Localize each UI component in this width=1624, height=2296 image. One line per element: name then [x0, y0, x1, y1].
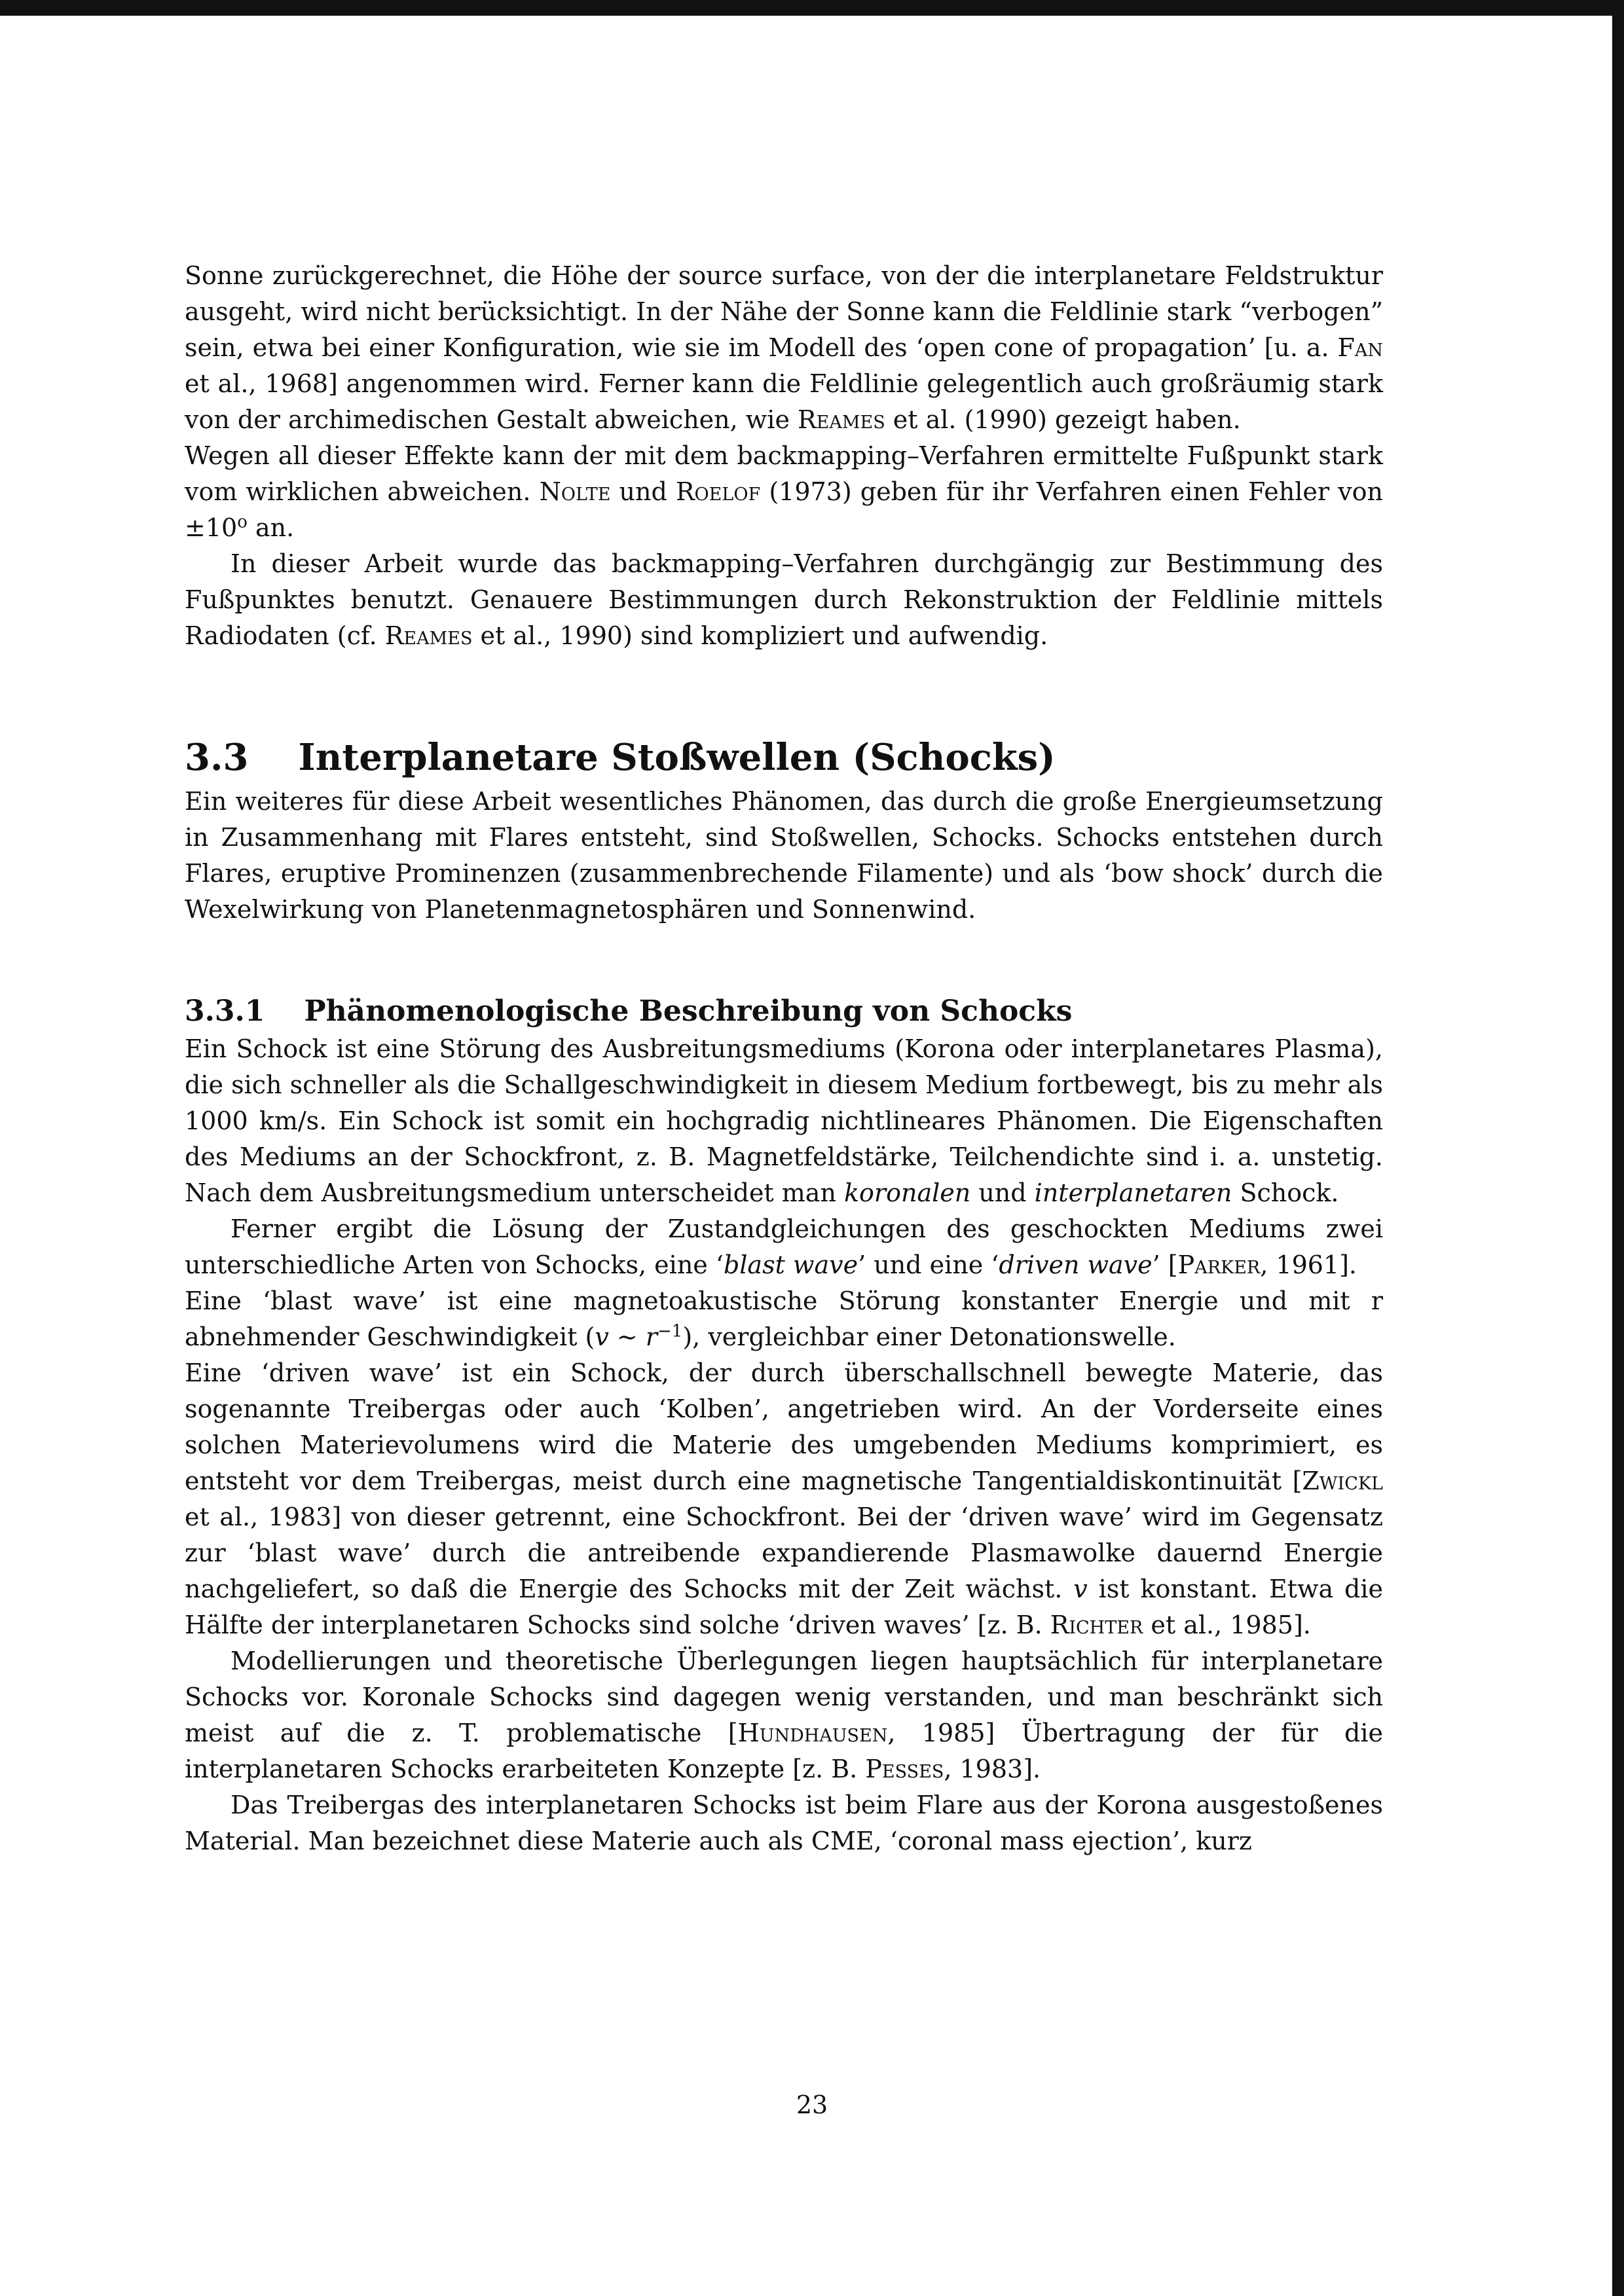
paragraph-models [185, 1643, 1383, 1787]
text-fragment: an. [247, 513, 295, 542]
text-fragment: Eine ‘blast wave’ ist eine magnetoakustische Störung konstanter Energie und mit r abnehmender Geschwindigkeit ( [185, 1286, 1383, 1351]
text-fragment: und [970, 1178, 1035, 1207]
section-title: Interplanetare Stoßwellen (Schocks) [298, 736, 1056, 779]
text-fragment: Ein Schock ist eine Störung des Ausbreitungsmediums (Korona oder interplanetares Plasma), die sich schneller als die Schallgeschwindigkeit in diesem Medium fortbewegt, bis zu mehr als 1000 km/s. Ein Schock ist somit ein hochgradig nichtlineares Phänomen. Die Eigenschaften des Mediums an der Schockfront, z. B. Magnetfeldstärke, Teilchendichte sind i. a. unstetig. Nach dem Ausbreitungsmedium unterscheidet man [185, 1034, 1383, 1207]
author-name: Fan [1337, 333, 1383, 362]
emphasis: driven wave [999, 1250, 1153, 1279]
author-name: Parker [1177, 1250, 1261, 1279]
author-name: Hundhausen [737, 1719, 888, 1747]
page-body [185, 258, 1383, 1859]
text-fragment: Wegen all dieser Effekte kann der mit dem backmapping–Verfahren ermittelte Fußpunkt stark vom wirklichen abweichen. [185, 441, 1383, 506]
author-name: Nolte [539, 477, 611, 506]
text-fragment: ’ und eine ‘ [858, 1250, 999, 1279]
text-fragment: , 1985] Übertragung der für die interplanetaren Schocks erarbeiteten Konzepte [z. B. [185, 1719, 1383, 1783]
subsection-title: Phänomenologische Beschreibung von Schocks [304, 994, 1073, 1028]
page-number: 23 [796, 2090, 828, 2119]
subsection-heading-3-3-1 [185, 992, 1383, 1031]
math-exponent: −1 [657, 1321, 683, 1341]
subsection-number: 3.3.1 [185, 994, 265, 1028]
text-fragment: ist konstant. Etwa die Hälfte der interplanetaren Schocks sind solche ‘driven waves’ [z. B. [185, 1575, 1383, 1639]
text-fragment: Sonne zurückgerechnet, die Höhe der source surface, von der die interplanetare Feldstruktur ausgeht, wird nicht berücksichtigt. In der Nähe der Sonne kann die Feldlinie stark “verbogen” sein, etwa bei einer Konfiguration, wie sie im Modell des ‘open cone of propagation’ [u. a. [185, 261, 1383, 362]
emphasis: koronalen [844, 1178, 971, 1207]
author-name: Roelof [675, 477, 761, 506]
scan-border-top [0, 0, 1624, 16]
section-number: 3.3 [185, 736, 249, 779]
text-fragment: et al. (1990) gezeigt haben. [885, 405, 1241, 434]
text-fragment: et al., 1985]. [1143, 1611, 1311, 1639]
degree-superscript: o [237, 512, 248, 532]
paragraph-wave-types [185, 1211, 1383, 1643]
math-operator: ∼ [608, 1322, 646, 1351]
text-fragment: ), vergleichbar einer Detonationswelle. [682, 1322, 1176, 1351]
author-name: Reames [384, 621, 473, 650]
section-heading-3-3 [185, 731, 1383, 784]
emphasis: blast wave [723, 1250, 858, 1279]
paragraph-shock-intro: Ein weiteres für diese Arbeit wesentliches Phänomen, das durch die große Energieumsetzung in Zusammenhang mit Flares entsteht, sind Stoßwellen, Schocks. Schocks entstehen durch Flares, eruptive Prominenzen (zusammenbrechende Filamente) und als ‘bow shock’ durch die Wexelwirkung von Planetenmagnetosphären und Sonnenwind. [185, 787, 1383, 924]
author-name: Pesses [865, 1755, 944, 1783]
text-fragment: , 1961]. [1260, 1250, 1357, 1279]
text-fragment: et al., 1968] angenommen wird. Ferner kann die Feldlinie gelegentlich auch großräumig stark von der archimedischen Gestalt abweichen, wie [185, 369, 1383, 434]
paragraph-backmapping-continued [185, 258, 1383, 546]
emphasis: interplanetaren [1034, 1178, 1232, 1207]
text-fragment: Schock. [1232, 1178, 1339, 1207]
text-fragment: , 1983]. [944, 1755, 1041, 1783]
text-fragment: und [610, 477, 676, 506]
paragraph-driver-gas: Das Treibergas des interplanetaren Schocks ist beim Flare aus der Korona ausgestoßenes Material. Man bezeichnet diese Materie auch als CME, ‘coronal mass ejection’, kurz [185, 1791, 1383, 1855]
text-fragment: Eine ‘driven wave’ ist ein Schock, der durch überschallschnell bewegte Materie, das sogenannte Treibergas oder auch ‘Kolben’, angetrieben wird. An der Vorderseite eines solchen Materievolumens wird die Materie des umgebenden Mediums komprimiert, es entsteht vor dem Treibergas, meist durch eine magnetische Tangentialdiskontinuität [ [185, 1358, 1383, 1495]
math-variable: r [645, 1322, 658, 1351]
author-name: Richter [1050, 1611, 1143, 1639]
math-variable: v [595, 1322, 609, 1351]
paragraph-shock-definition [185, 1031, 1383, 1211]
text-fragment: Modellierungen und theoretische Überlegungen liegen hauptsächlich für interplanetare Schocks vor. Koronale Schocks sind dagegen wenig verstanden, und man beschränkt sich meist auf die z. T. problematische [ [185, 1647, 1383, 1747]
scan-border-right [1612, 0, 1624, 2296]
text-fragment: Ferner ergibt die Lösung der Zustandgleichungen des geschockten Mediums zwei unterschiedliche Arten von Schocks, eine ‘ [185, 1214, 1383, 1279]
text-fragment: ’ [ [1152, 1250, 1178, 1279]
text-fragment: (1973) geben für ihr Verfahren einen Fehler von ±10 [185, 477, 1383, 542]
author-name: Zwickl [1302, 1467, 1383, 1495]
paragraph-method [185, 546, 1383, 654]
author-name: Reames [798, 405, 885, 434]
text-fragment: In dieser Arbeit wurde das backmapping–Verfahren durchgängig zur Bestimmung des Fußpunktes benutzt. Genauere Bestimmungen durch Rekonstruktion der Feldlinie mittels Radiodaten (cf. [185, 549, 1383, 650]
math-variable: v [1073, 1575, 1088, 1603]
text-fragment: et al., 1983] von dieser getrennt, eine Schockfront. Bei der ‘driven wave’ wird im Gegensatz zur ‘blast wave’ durch die antreibende expandierende Plasmawolke dauernd Energie nachgeliefert, so daß die Energie des Schocks mit der Zeit wächst. [185, 1503, 1383, 1603]
text-fragment: et al., 1990) sind kompliziert und aufwendig. [472, 621, 1048, 650]
